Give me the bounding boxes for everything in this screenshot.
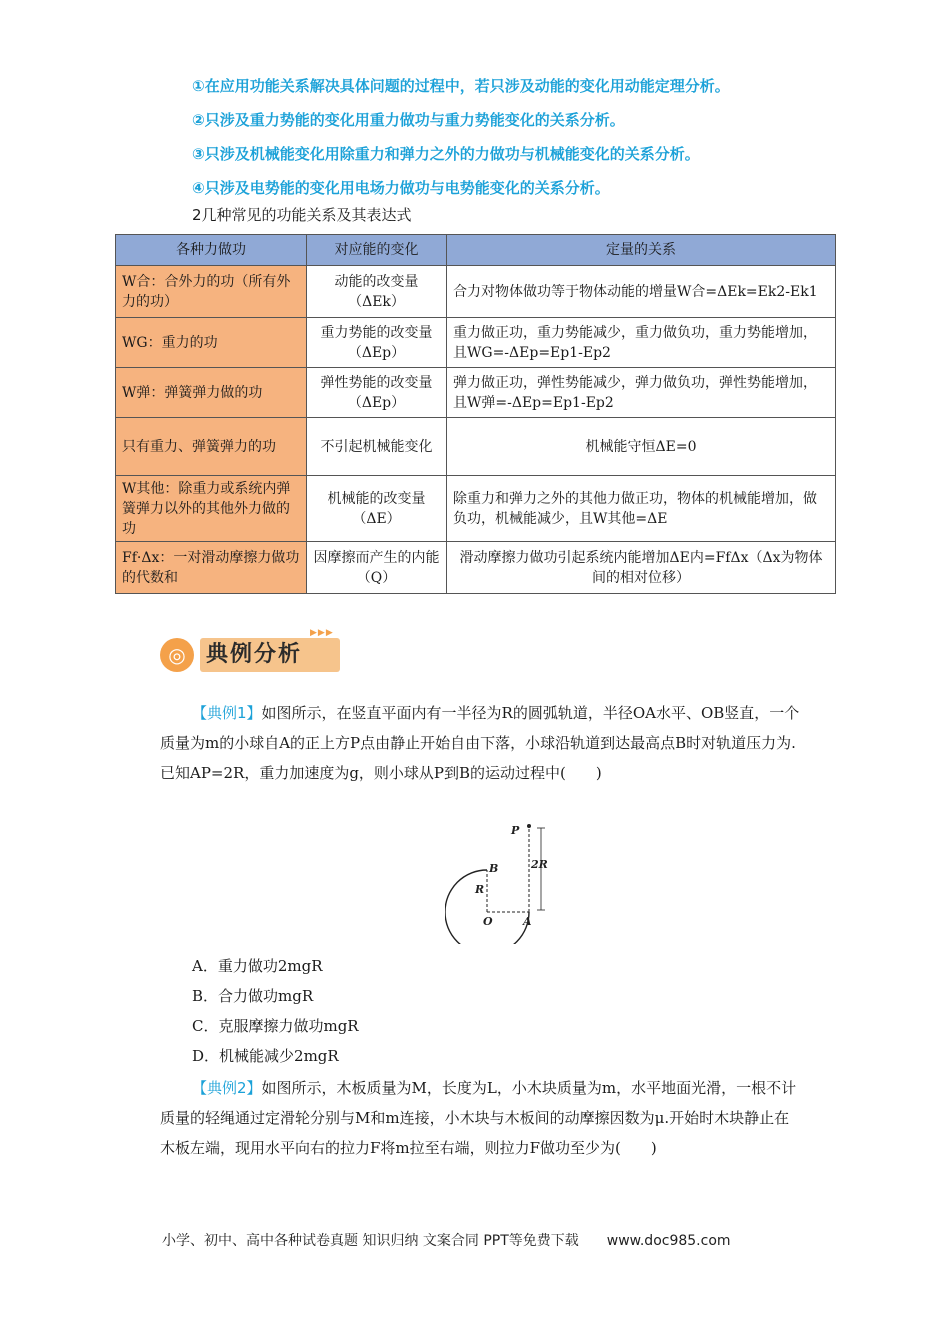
example-2-tag: 【典例2】 xyxy=(192,1079,262,1097)
table-cell: 合力对物体做功等于物体动能的增量W合=ΔEk=Ek2-Ek1 xyxy=(447,266,836,318)
table-cell: W其他：除重力或系统内弹簧弹力以外的其他外力做的功 xyxy=(116,476,307,542)
table-header-row xyxy=(116,235,836,266)
table-cell: Ff·Δx：一对滑动摩擦力做功的代数和 xyxy=(116,542,307,594)
table-cell: 弹性势能的改变量（ΔEp） xyxy=(307,368,447,418)
example-1-body: 如图所示，在竖直平面内有一半径为R的圆弧轨道，半径OA水平、OB竖直，一个质量为m的小球自A的正上方P点由静止开始自由下落，小球沿轨道到达最高点B时对轨道压力为.已知AP=2R，重力加速度为g，则小球从P到B的运动过程中( ) xyxy=(160,704,800,782)
table-row xyxy=(116,318,836,368)
tip-2: ②只涉及重力势能的变化用重力做功与重力势能变化的关系分析。 xyxy=(192,111,625,129)
circular-track-figure xyxy=(445,822,555,944)
section-title: 2几种常见的功能关系及其表达式 xyxy=(192,206,412,224)
table-cell: 滑动摩擦力做功引起系统内能增加ΔE内=FfΔx（Δx为物体间的相对位移） xyxy=(447,542,836,594)
header-energy-change: 对应能的变化 xyxy=(307,235,447,266)
table-cell: W弹：弹簧弹力做的功 xyxy=(116,368,307,418)
label-b: B xyxy=(489,862,499,875)
table-cell: 机械能守恒ΔE=0 xyxy=(447,418,836,476)
key-points xyxy=(192,74,892,210)
example-2-body: 如图所示，木板质量为M，长度为L，小木块质量为m，水平地面光滑，一根不计质量的轻绳通过定滑轮分别与M和m连接，小木块与木板间的动摩擦因数为μ.开始时木块静止在木板左端，现用水平向右的拉力F将m拉至右端，则拉力F做功至少为( ) xyxy=(160,1079,797,1157)
option-b: B．合力做功mgR xyxy=(192,987,314,1005)
table-cell: 机械能的改变量（ΔE） xyxy=(307,476,447,542)
label-r: R xyxy=(475,883,485,896)
table-cell: 重力势能的改变量（ΔEp） xyxy=(307,318,447,368)
label-p: P xyxy=(511,824,520,837)
option-d: D．机械能减少2mgR xyxy=(192,1047,339,1065)
example-2-text xyxy=(160,1073,800,1163)
table-row xyxy=(116,418,836,476)
table-cell: 重力做正功，重力势能减少，重力做负功，重力势能增加，且WG=-ΔEp=Ep1-Ep2 xyxy=(447,318,836,368)
header-quantitative-relation: 定量的关系 xyxy=(447,235,836,266)
table-cell: W合：合外力的功（所有外力的功） xyxy=(116,266,307,318)
table-cell: 除重力和弹力之外的其他力做正功，物体的机械能增加，做负功，机械能减少，且W其他=ΔE xyxy=(447,476,836,542)
table-cell: 因摩擦而产生的内能（Q） xyxy=(307,542,447,594)
tip-4: ④只涉及电势能的变化用电场力做功与电势能变化的关系分析。 xyxy=(192,179,610,197)
table-cell: 不引起机械能变化 xyxy=(307,418,447,476)
banner-title: 典例分析 xyxy=(200,638,340,672)
energy-relation-table xyxy=(115,234,836,594)
tip-3: ③只涉及机械能变化用除重力和弹力之外的力做功与机械能变化的关系分析。 xyxy=(192,145,700,163)
label-o: O xyxy=(483,915,493,928)
example-analysis-banner xyxy=(160,628,340,678)
table-row xyxy=(116,266,836,318)
header-force-work: 各种力做功 xyxy=(116,235,307,266)
tip-1: ①在应用功能关系解决具体问题的过程中，若只涉及动能的变化用动能定理分析。 xyxy=(192,77,730,95)
label-2r: 2R xyxy=(531,858,548,871)
arrows-icon: ▶▶▶ xyxy=(310,628,334,638)
label-a: A xyxy=(523,915,532,928)
table-cell: WG：重力的功 xyxy=(116,318,307,368)
option-a: A．重力做功2mgR xyxy=(192,957,323,975)
page-footer: 小学、初中、高中各种试卷真题 知识归纳 文案合同 PPT等免费下载 www.doc985.com xyxy=(162,1233,731,1249)
table-row xyxy=(116,368,836,418)
globe-icon: ◎ xyxy=(160,638,194,672)
example-1-tag: 【典例1】 xyxy=(192,704,262,722)
option-c: C．克服摩擦力做功mgR xyxy=(192,1017,359,1035)
table-cell: 只有重力、弹簧弹力的功 xyxy=(116,418,307,476)
table-cell: 动能的改变量（ΔEk） xyxy=(307,266,447,318)
table-row xyxy=(116,542,836,594)
point-p xyxy=(527,824,531,828)
example-1-text xyxy=(160,698,800,788)
table-cell: 弹力做正功，弹性势能减少，弹力做负功，弹性势能增加，且W弹=-ΔEp=Ep1-Ep2 xyxy=(447,368,836,418)
table-row xyxy=(116,476,836,542)
